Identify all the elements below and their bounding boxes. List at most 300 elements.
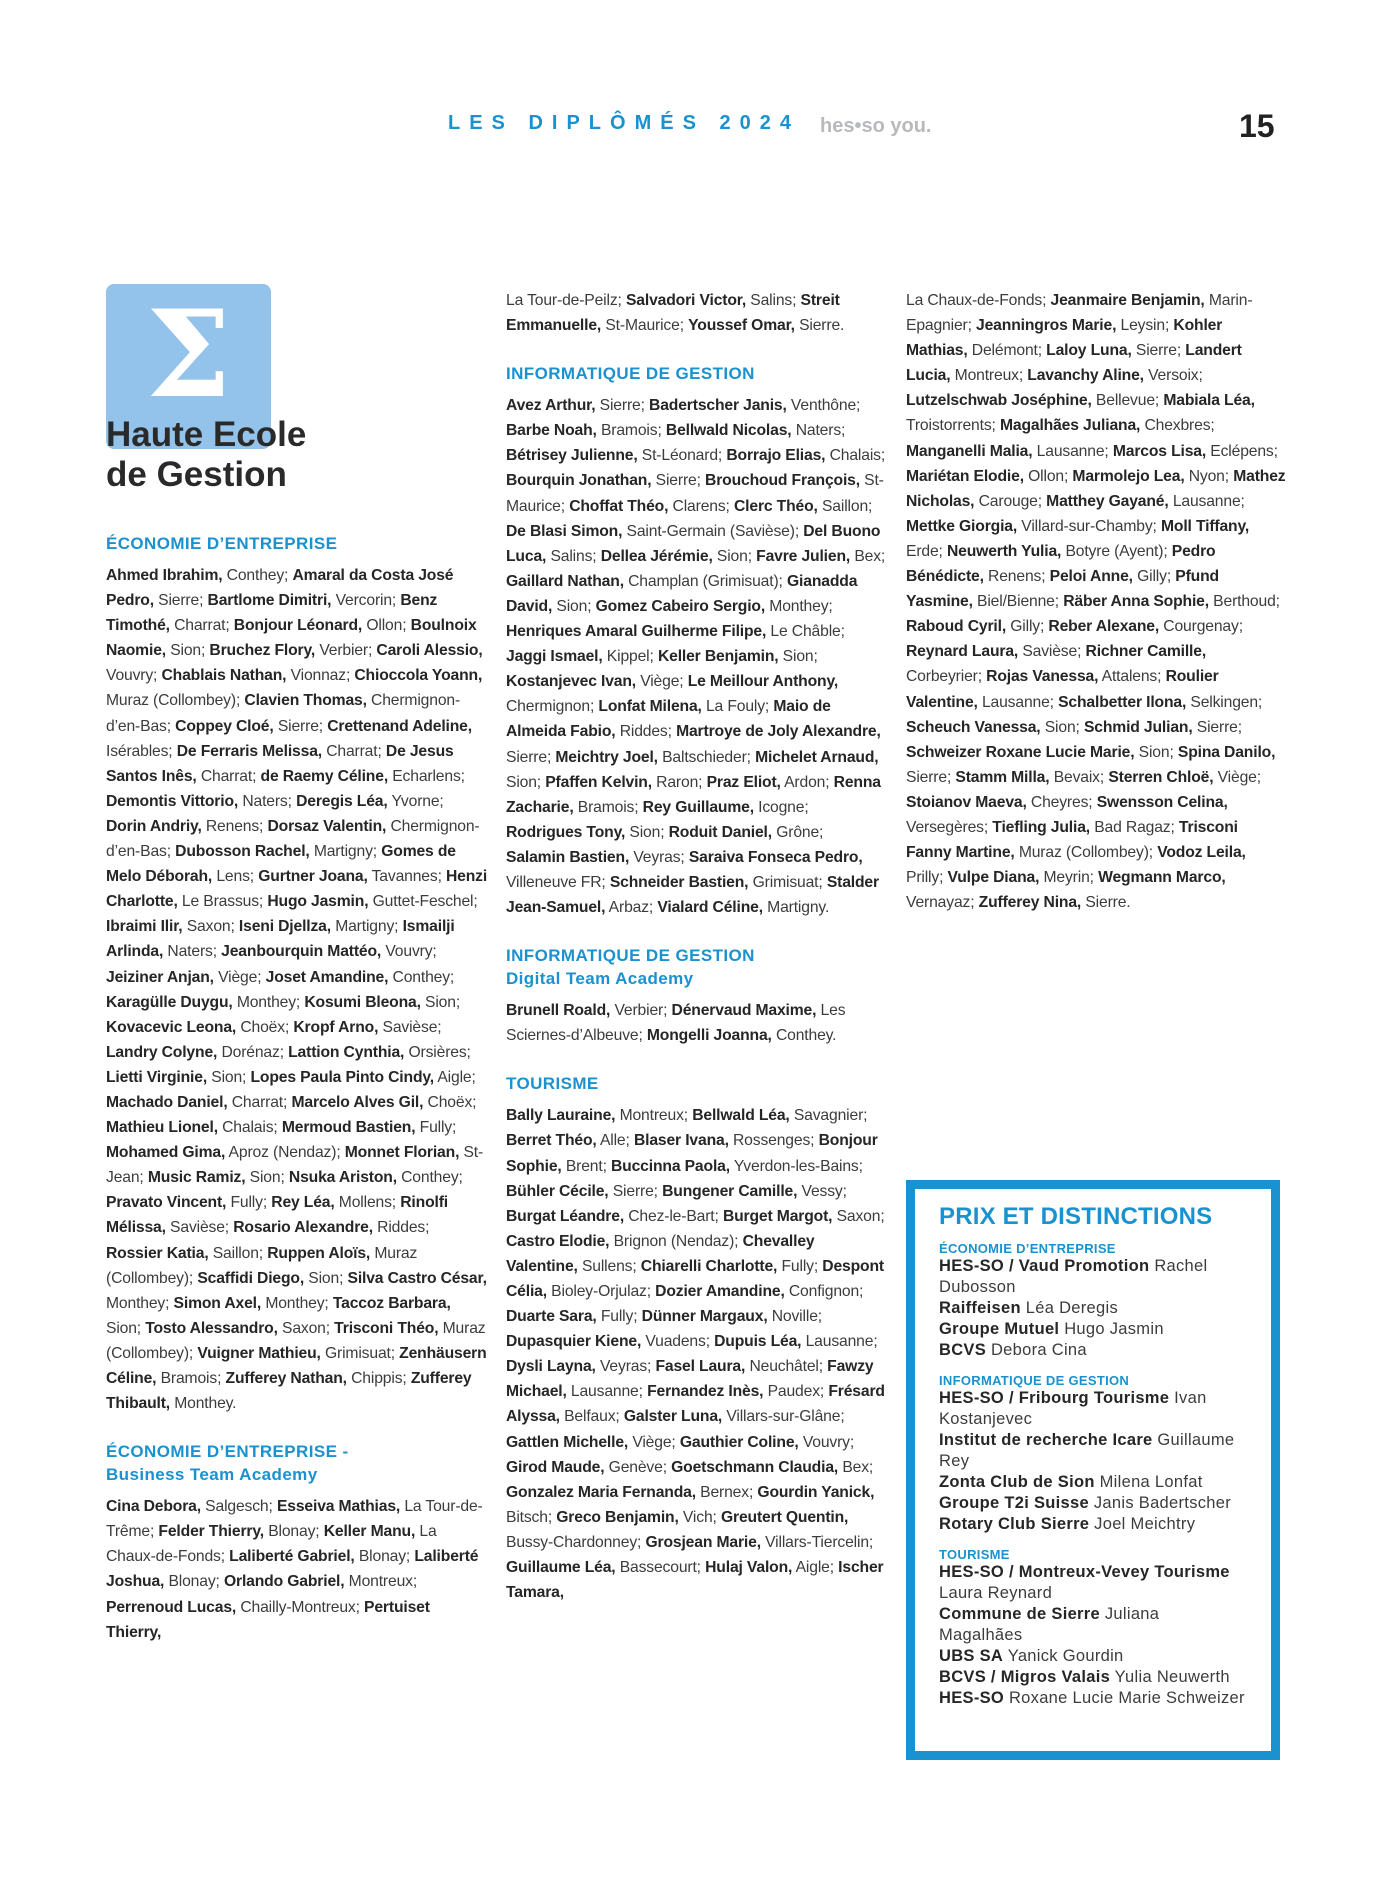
graduate-place: Belfaux;: [559, 1408, 620, 1426]
graduate-place: St-Maurice;: [506, 472, 884, 515]
graduate-name: Goetschmann Claudia,: [671, 1458, 839, 1476]
graduate-place: Naters;: [238, 792, 292, 810]
graduate-name: Kosumi Bleona,: [304, 993, 421, 1011]
graduate-place: Lens;: [212, 868, 254, 886]
graduate-place: Chermignon;: [506, 698, 595, 716]
graduate-place: Clarens;: [668, 497, 730, 515]
graduate-place: Orsières;: [404, 1043, 471, 1061]
graduate-name: Pfaffen Kelvin,: [545, 773, 652, 791]
graduate-place: Bussy-Chardonney;: [506, 1533, 642, 1551]
prize-org: Commune de Sierre: [939, 1605, 1100, 1623]
graduate-place: Noville;: [767, 1308, 822, 1326]
graduate-place: Conthey;: [396, 1169, 463, 1187]
graduate-name: Bourquin Jonathan,: [506, 472, 652, 490]
graduate-name: Sterren Chloë,: [1108, 768, 1214, 786]
graduate-place: Isérables;: [106, 742, 173, 760]
graduate-place: Berthoud;: [1208, 593, 1280, 611]
graduate-place: Bioley-Orjulaz;: [546, 1283, 651, 1300]
sigma-icon: Σ: [146, 284, 231, 425]
graduate-name: Bally Lauraine,: [506, 1107, 616, 1125]
prize-person: Guillaume Rey: [939, 1431, 1235, 1470]
graduate-place: Ollon;: [1023, 467, 1069, 485]
graduate-name: Badertscher Janis,: [649, 397, 787, 415]
graduate-place: Chez-le-Bart;: [624, 1207, 719, 1225]
graduate-name: Youssef Omar,: [688, 317, 795, 335]
graduate-name: Silva Castro César,: [347, 1269, 487, 1287]
graduate-place: Bad Ragaz;: [1090, 818, 1175, 836]
graduate-place: Blonay;: [164, 1573, 220, 1591]
graduate-section: [506, 362, 886, 920]
graduate-name: Saraiva Fonseca Pedro,: [688, 848, 863, 866]
graduate-name: Mathez Nicholas,: [906, 467, 1286, 510]
graduate-place: Chalais;: [825, 447, 886, 465]
graduate-name: Guillaume Léa,: [506, 1559, 616, 1577]
section-title: INFORMATIQUE DE GESTION: [506, 364, 755, 384]
graduate-place: Sion;: [245, 1169, 285, 1187]
graduate-name: Salamin Bastien,: [506, 848, 630, 866]
graduate-name: Stoianov Maeva,: [906, 793, 1027, 811]
graduate-name: Rosario Alexandre,: [233, 1219, 373, 1237]
graduate-name: Bellwald Nicolas,: [665, 422, 792, 440]
graduate-place: Versegères;: [906, 818, 989, 836]
graduate-name: Dozier Amandine,: [655, 1283, 785, 1300]
graduate-place: Courgenay;: [1159, 618, 1243, 636]
graduate-list: [506, 288, 886, 338]
graduate-place: Dorénaz;: [217, 1043, 284, 1061]
graduate-section: [506, 1072, 886, 1605]
graduate-name: Henriques Amaral Guilherme Filipe,: [506, 623, 767, 641]
graduate-place: Savièse;: [165, 1219, 230, 1237]
graduate-place: Genève;: [604, 1458, 667, 1476]
graduate-name: Rojas Vanessa,: [986, 668, 1099, 686]
header-brand: hes•so you.: [820, 115, 932, 137]
graduate-name: Brouchoud François,: [705, 472, 860, 490]
graduate-place: Blonay;: [263, 1523, 320, 1541]
graduate-name: Dorin Andriy,: [106, 817, 202, 835]
graduate-list: [506, 393, 886, 920]
graduate-place: Grône;: [771, 823, 824, 841]
graduate-place: Icogne;: [753, 798, 809, 816]
graduate-name: Keller Manu,: [323, 1523, 416, 1541]
graduate-name: Kohler Mathias,: [906, 317, 1223, 360]
prize-item: [939, 1604, 1247, 1646]
column-2: [506, 288, 886, 1629]
graduate-name: Borrajo Elias,: [726, 447, 826, 465]
graduate-place: Salins;: [746, 292, 797, 309]
prize-item: [939, 1667, 1247, 1688]
graduate-name: Monnet Florian,: [344, 1144, 460, 1162]
section-title: ÉCONOMIE D’ENTREPRISE -: [106, 1442, 349, 1462]
graduate-place: Gilly;: [1006, 618, 1045, 636]
graduate-name: Gomez Cabeiro Sergio,: [595, 597, 766, 615]
graduate-name: Salvadori Victor,: [625, 292, 747, 309]
graduate-name: Schweizer Roxane Lucie Marie,: [906, 743, 1135, 761]
graduate-place: Saillon;: [208, 1244, 263, 1262]
graduate-place: Viège;: [1213, 768, 1261, 786]
graduate-name: Fasel Laura,: [655, 1358, 746, 1376]
graduate-place: Corbeyrier;: [906, 668, 982, 686]
graduate-place: Saxon;: [832, 1207, 885, 1225]
graduate-name: Deregis Léa,: [296, 792, 388, 810]
graduate-place: Muraz (Collombey);: [1014, 844, 1153, 862]
graduate-name: Kropf Arno,: [293, 1018, 379, 1036]
graduate-place: Chexbres;: [1140, 417, 1215, 435]
graduate-name: Marmolejo Lea,: [1072, 467, 1185, 485]
graduate-name: Clavien Thomas,: [244, 692, 367, 710]
graduate-name: Crettenand Adeline,: [327, 717, 472, 735]
prize-org: HES-SO / Montreux-Vevey Tourisme: [939, 1563, 1230, 1581]
graduate-name: Gurtner Joana,: [258, 868, 368, 886]
graduate-name: Martroye de Joly Alexandre,: [676, 723, 881, 741]
graduate-name: Fernandez Inès,: [647, 1383, 764, 1401]
graduate-name: Michelet Arnaud,: [755, 748, 879, 766]
graduate-place: Vionnaz;: [286, 667, 351, 685]
prize-item: [939, 1514, 1247, 1535]
prize-person: Hugo Jasmin: [1064, 1320, 1164, 1338]
graduate-name: Pedro Bénédicte,: [906, 542, 1216, 586]
graduate-place: Monthey;: [232, 993, 301, 1011]
graduate-name: Bellwald Léa,: [692, 1107, 790, 1125]
prize-item: [939, 1472, 1247, 1493]
graduate-place: Bitsch;: [506, 1508, 553, 1526]
graduate-name: Bühler Cécile,: [506, 1182, 609, 1200]
graduate-place: Saxon;: [277, 1319, 330, 1337]
graduate-name: Dorsaz Valentin,: [267, 817, 387, 835]
prize-item: [939, 1430, 1247, 1472]
graduate-name: Del Buono Luca,: [506, 522, 881, 565]
graduate-name: Lutzelschwab Joséphine,: [906, 392, 1092, 410]
graduate-place: Rossenges;: [728, 1132, 815, 1150]
graduate-name: Vialard Céline,: [657, 899, 763, 917]
graduate-name: Iseni Djellza,: [238, 918, 331, 936]
page-number: 15: [1239, 108, 1275, 144]
prize-person: Yanick Gourdin: [1007, 1647, 1124, 1665]
graduate-place: Naters;: [791, 422, 846, 440]
graduate-place: Confignon;: [784, 1283, 864, 1300]
graduate-place: Chippis;: [346, 1370, 407, 1387]
graduate-name: Coppey Cloé,: [175, 717, 274, 735]
graduate-place: Sion;: [106, 1319, 142, 1337]
graduate-place: Lausanne;: [801, 1333, 878, 1351]
graduate-name: de Raemy Céline,: [260, 767, 389, 785]
graduate-section: [506, 288, 886, 338]
graduate-name: Vulpe Diana,: [947, 869, 1040, 887]
prize-section-title: TOURISME: [939, 1547, 1010, 1562]
graduate-place: Verbier;: [610, 1002, 668, 1020]
graduate-name: Bruchez Flory,: [209, 642, 316, 660]
prize-person: Juliana Magalhães: [939, 1605, 1160, 1644]
graduate-name: Le Meillour Anthony,: [687, 673, 839, 691]
graduate-place: Charrat;: [196, 767, 257, 785]
graduate-name: Roduit Daniel,: [668, 823, 772, 841]
graduate-name: Berret Théo,: [506, 1132, 597, 1150]
graduate-place: La Chaux-de-Fonds;: [106, 1523, 437, 1566]
prize-item: [939, 1319, 1247, 1340]
graduate-name: Blaser Ivana,: [633, 1132, 729, 1150]
graduate-place: Tavannes;: [367, 868, 442, 886]
graduate-name: Spina Danilo,: [1177, 743, 1276, 761]
graduate-name: Zufferey Nathan,: [225, 1370, 347, 1387]
graduate-place: Le Châble;: [766, 623, 845, 641]
prize-person: Laura Reynard: [939, 1584, 1053, 1602]
graduate-place: Bramois;: [156, 1370, 222, 1387]
graduate-place: Sion;: [506, 773, 542, 791]
prize-person: Janis Badertscher: [1093, 1494, 1232, 1512]
graduate-name: Schalbetter Ilona,: [1058, 693, 1187, 711]
graduate-name: Castro Elodie,: [506, 1232, 610, 1250]
graduate-name: Vodoz Leila,: [1157, 844, 1246, 862]
graduate-name: Esseiva Mathias,: [276, 1498, 401, 1516]
graduate-place: Sion;: [1134, 743, 1174, 761]
prize-section-title: ÉCONOMIE D’ENTREPRISE: [939, 1241, 1116, 1256]
graduate-name: Bonjour Sophie,: [506, 1132, 878, 1175]
graduate-name: Perrenoud Lucas,: [106, 1598, 237, 1616]
graduate-name: Mathieu Lionel,: [106, 1119, 218, 1137]
graduate-place: Savièse;: [378, 1018, 442, 1036]
graduate-name: Rey Léa,: [271, 1194, 335, 1212]
graduate-list: [906, 288, 1286, 915]
graduate-name: Ischer Tamara,: [506, 1559, 884, 1602]
graduate-place: Echarlens;: [388, 767, 465, 785]
graduate-place: Erde;: [906, 542, 943, 560]
prize-item: [939, 1340, 1247, 1361]
graduate-name: Schmid Julian,: [1083, 718, 1193, 736]
graduate-place: Monthey;: [261, 1294, 329, 1312]
graduate-place: Sierre;: [273, 717, 323, 735]
graduate-name: Streit Emmanuelle,: [506, 292, 840, 335]
graduate-name: Stamm Milla,: [955, 768, 1050, 786]
column-3: [906, 288, 1286, 939]
prize-item: [939, 1298, 1247, 1319]
graduate-place: Cheyres;: [1026, 793, 1093, 811]
graduate-place: Martigny;: [330, 918, 399, 936]
prize-item: [939, 1493, 1247, 1514]
graduate-place: Fully;: [777, 1257, 819, 1275]
graduate-name: Laliberté Gabriel,: [229, 1548, 355, 1566]
graduate-place: Bellevue;: [1091, 392, 1160, 410]
graduate-place: Viège;: [628, 1433, 676, 1451]
graduate-name: Lonfat Milena,: [598, 698, 702, 716]
graduate-place: St-Jean;: [106, 1144, 484, 1187]
graduate-name: Lavanchy Aline,: [1027, 367, 1144, 385]
graduate-place: Bernex;: [695, 1483, 754, 1501]
graduate-name: Avez Arthur,: [506, 397, 596, 415]
graduate-place: Charrat;: [321, 742, 382, 760]
section-subtitle: Business Team Academy: [106, 1465, 318, 1485]
graduate-place: La Fouly;: [701, 698, 770, 716]
graduate-place: Fully;: [415, 1119, 457, 1137]
graduate-place: Ollon;: [362, 617, 407, 635]
graduate-place: Yverdon-les-Bains;: [729, 1157, 863, 1175]
graduate-place: St-Maurice;: [601, 317, 684, 335]
graduate-name: Boulnoix Naomie,: [106, 617, 477, 660]
graduate-place: Guttet-Feschel;: [368, 893, 478, 911]
graduate-section: [106, 1440, 488, 1645]
graduate-place: Grimisuat;: [320, 1344, 395, 1362]
graduate-name: Fawzy Michael,: [506, 1358, 874, 1401]
graduate-place: Fully;: [226, 1194, 268, 1212]
graduate-place: Vouvry;: [798, 1433, 855, 1451]
graduate-name: Peloi Anne,: [1049, 568, 1133, 586]
school-title-line1: Haute Ecole: [106, 415, 307, 454]
graduate-name: Reber Alexane,: [1048, 618, 1160, 636]
graduate-name: Stalder Jean-Samuel,: [506, 873, 879, 917]
section-title: TOURISME: [506, 1074, 599, 1094]
graduate-name: Joset Amandine,: [265, 968, 389, 986]
graduate-place: Aigle;: [792, 1559, 834, 1577]
graduate-place: Vercorin;: [331, 592, 397, 610]
graduate-place: Grimisuat;: [748, 873, 823, 891]
graduate-name: De Ferraris Melissa,: [176, 742, 322, 760]
graduate-name: Kostanjevec Ivan,: [506, 673, 636, 691]
graduate-name: Chevalley Valentine,: [506, 1232, 815, 1275]
graduate-place: Conthey.: [771, 1027, 837, 1045]
graduate-name: Dupasquier Kiene,: [506, 1333, 642, 1351]
graduate-place: Les Sciernes-d’Albeuve;: [506, 1002, 846, 1045]
graduate-place: Vouvry;: [381, 943, 437, 961]
prize-item: [939, 1646, 1247, 1667]
prize-org: Raiffeisen: [939, 1299, 1021, 1317]
graduate-name: Mohamed Gima,: [106, 1144, 226, 1162]
graduate-place: Sion;: [1040, 718, 1080, 736]
graduate-place: Choëx;: [423, 1093, 477, 1111]
prize-org: Rotary Club Sierre: [939, 1515, 1090, 1533]
prize-item: [939, 1256, 1247, 1298]
prize-person: Roxane Lucie Marie Schweizer: [1008, 1689, 1245, 1707]
graduate-name: Vuigner Mathieu,: [197, 1344, 321, 1362]
graduate-place: Sierre;: [153, 592, 204, 610]
graduate-place: Bassecourt;: [615, 1559, 701, 1577]
graduate-place: Sion;: [552, 597, 592, 615]
prize-section-title: INFORMATIQUE DE GESTION: [939, 1373, 1130, 1388]
prize-org: HES-SO / Fribourg Tourisme: [939, 1389, 1170, 1407]
graduate-name: Moll Tiffany,: [1160, 517, 1250, 535]
graduate-name: Kovacevic Leona,: [106, 1018, 237, 1036]
graduate-name: Jeanbourquin Mattéo,: [221, 943, 382, 961]
graduate-name: Machado Daniel,: [106, 1093, 228, 1111]
graduate-name: Neuwerth Yulia,: [946, 542, 1062, 560]
graduate-name: Lattion Cynthia,: [288, 1043, 405, 1061]
graduate-place: Vuadens;: [641, 1333, 710, 1351]
graduate-name: Bungener Camille,: [662, 1182, 798, 1200]
section-heading: [106, 1440, 488, 1486]
graduate-place: Viège;: [635, 673, 684, 691]
graduate-name: Maio de Almeida Fabio,: [506, 698, 831, 741]
graduate-place: Sierre;: [1192, 718, 1242, 736]
graduate-list: [506, 1103, 886, 1605]
graduate-name: Landert Lucia,: [906, 342, 1242, 385]
graduate-place: Conthey;: [222, 567, 289, 584]
graduate-name: Ahmed Ibrahim,: [106, 567, 223, 584]
graduate-place: Monthey;: [765, 597, 833, 615]
graduate-name: Marcos Lisa,: [1112, 442, 1207, 460]
graduate-place: Troistorrents;: [906, 417, 996, 435]
graduate-name: Mermoud Bastien,: [281, 1119, 416, 1137]
graduate-place: Viège;: [213, 968, 262, 986]
graduate-place: Sierre;: [608, 1182, 658, 1200]
graduate-place: Fully;: [596, 1308, 638, 1326]
graduate-place: Naters;: [163, 943, 217, 961]
graduate-place: Riddes;: [372, 1219, 430, 1237]
graduate-name: Galster Luna,: [623, 1408, 723, 1426]
graduate-place: Choëx;: [236, 1018, 290, 1036]
graduate-place: Kippel;: [602, 648, 654, 666]
graduate-name: Burgat Léandre,: [506, 1207, 625, 1225]
graduate-place: Sion;: [420, 993, 461, 1011]
graduate-place: Saint-Germain (Savièse);: [622, 522, 800, 540]
graduate-section: [906, 288, 1286, 915]
graduate-place: Yvorne;: [387, 792, 444, 810]
graduate-place: Vessy;: [797, 1182, 847, 1200]
graduate-place: Montreux;: [615, 1107, 688, 1125]
graduate-place: Chalais;: [217, 1119, 278, 1137]
graduate-place: Delémont;: [967, 342, 1042, 360]
graduate-place: Versoix;: [1143, 367, 1203, 385]
graduate-place: Veyras;: [629, 848, 685, 866]
graduate-name: Dupuis Léa,: [714, 1333, 802, 1351]
graduate-place: Carouge;: [974, 492, 1042, 510]
graduate-name: Bonjour Léonard,: [233, 617, 363, 635]
prize-person: Milena Lonfat: [1099, 1473, 1203, 1491]
graduate-place: Sierre;: [651, 472, 701, 490]
graduate-name: Music Ramiz,: [147, 1169, 246, 1187]
graduate-name: Orlando Gabriel,: [223, 1573, 345, 1591]
graduate-place: Bex;: [838, 1458, 874, 1476]
graduate-place: Le Brassus;: [177, 893, 264, 911]
graduate-name: Trisconi Fanny Martine,: [906, 818, 1238, 862]
graduate-name: Zenhäusern Céline,: [106, 1344, 487, 1387]
graduate-name: Felder Thierry,: [158, 1523, 264, 1541]
graduate-place: Martigny.: [762, 899, 830, 917]
prize-org: Groupe Mutuel: [939, 1320, 1060, 1338]
graduate-place: Sierre.: [1081, 894, 1131, 912]
graduate-place: Baltschieder;: [657, 748, 751, 766]
graduate-name: Gianadda David,: [506, 572, 858, 615]
graduate-name: Manganelli Malia,: [906, 442, 1033, 460]
graduate-place: Villeneuve FR;: [506, 873, 606, 891]
graduate-name: Simon Axel,: [173, 1294, 262, 1312]
graduate-place: Mollens;: [334, 1194, 397, 1212]
graduate-place: Renens;: [983, 568, 1046, 586]
graduate-place: Alle;: [596, 1132, 630, 1150]
prizes-title: PRIX ET DISTINCTIONS: [939, 1203, 1213, 1230]
section-heading: [506, 944, 886, 990]
graduate-name: Hulaj Valon,: [705, 1559, 793, 1577]
graduate-name: Gattlen Michelle,: [506, 1433, 629, 1451]
graduate-place: Raron;: [651, 773, 703, 791]
graduate-name: Bétrisey Julienne,: [506, 447, 638, 465]
graduate-name: Hugo Jasmin,: [267, 893, 369, 911]
graduate-name: Chiarelli Charlotte,: [640, 1257, 778, 1275]
graduate-name: Gonzalez Maria Fernanda,: [506, 1483, 696, 1501]
graduate-place: Sion;: [625, 823, 665, 841]
graduate-place: Botyre (Ayent);: [1061, 542, 1168, 560]
graduate-name: Favre Julien,: [756, 547, 851, 565]
graduate-place: Renens;: [201, 817, 264, 835]
graduate-name: Despont Célia,: [506, 1257, 884, 1300]
prize-org: BCVS: [939, 1341, 987, 1359]
graduate-name: Laloy Luna,: [1046, 342, 1132, 360]
graduate-place: Vich;: [678, 1508, 717, 1526]
graduate-name: Barbe Noah,: [506, 422, 597, 440]
graduate-name: Benz Timothé,: [106, 592, 438, 635]
graduate-place: Muraz (Collombey);: [106, 692, 241, 710]
prize-person: Rachel Dubosson: [939, 1257, 1208, 1296]
graduate-name: Wegmann Marco,: [1098, 869, 1226, 887]
prizes-list: [939, 1241, 1247, 1709]
graduate-place: Sion;: [207, 1068, 247, 1086]
graduate-place: Verbier;: [315, 642, 373, 660]
